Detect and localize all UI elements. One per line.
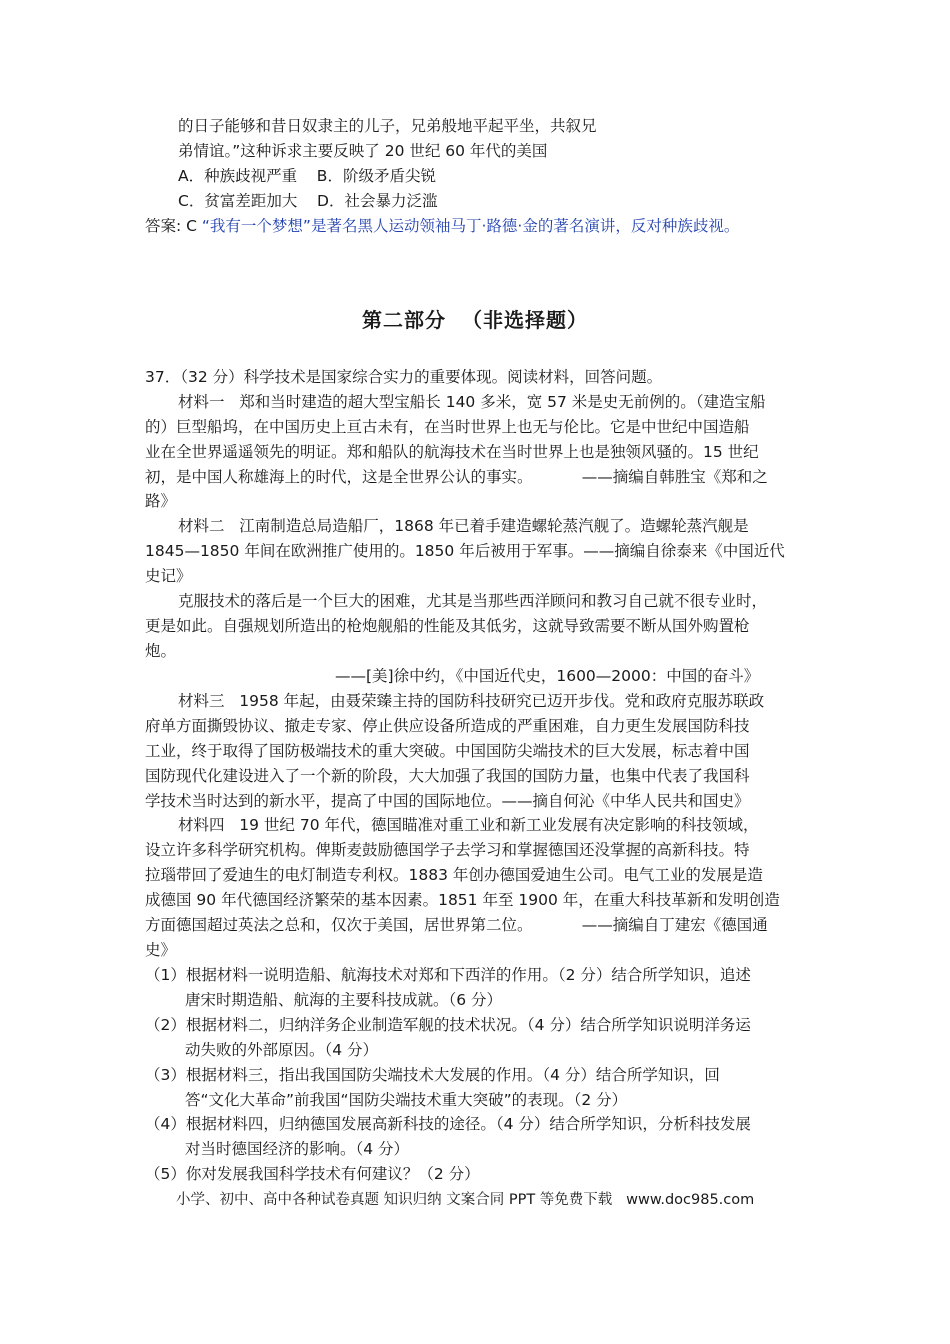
material-4-line: 材料四 19 世纪 70 年代，德国瞄准对重工业和新工业发展有决定影响的科技领域，: [178, 816, 759, 834]
material-4-line: 史》: [145, 941, 177, 959]
material-3-line: 学技术当时达到的新水平，提高了中国的国际地位。——摘自何沁《中华人民共和国史》: [145, 792, 750, 810]
sub-question-2: （2）根据材料二，归纳洋务企业制造军舰的技术状况。（4 分）结合所学知识说明洋务运: [145, 1016, 751, 1034]
q36-stem-line-1: 的日子能够和昔日奴隶主的儿子，兄弟般地平起平坐，共叙兄: [178, 117, 597, 135]
sub-question-1: （1）根据材料一说明造船、航海技术对郑和下西洋的作用。（2 分）结合所学知识，追述: [145, 966, 751, 984]
answer-explanation: “我有一个梦想”是著名黑人运动领袖马丁·路德·金的著名演讲，反对种族歧视。: [201, 217, 740, 235]
sub-question-5: （5）你对发展我国科学技术有何建议？（2 分）: [145, 1165, 480, 1183]
sub-question-3-cont: 答“文化大革命”前我国“国防尖端技术重大突破”的表现。（2 分）: [185, 1091, 628, 1109]
material-3-line: 材料三 1958 年起，由聂荣臻主持的国防科技研究已迈开步伐。党和政府克服苏联政: [178, 692, 765, 710]
sub-question-3: （3）根据材料三，指出我国国防尖端技术大发展的作用。（4 分）结合所学知识，回: [145, 1066, 720, 1084]
material-1-line: 的）巨型船坞，在中国历史上亘古未有，在当时世界上也无与伦比。它是中世纪中国造船: [145, 418, 750, 436]
material-2b-line: 克服技术的落后是一个巨大的困难，尤其是当那些西洋顾问和教习自己就不很专业时，: [178, 592, 768, 610]
material-4-line: 拉瑙带回了爱迪生的电灯制造专利权。1883 年创办德国爱迪生公司。电气工业的发展是造: [145, 866, 763, 884]
q36-options-row-2: C．贫富差距加大 D．社会暴力泛滥: [178, 192, 438, 210]
q36-stem-line-2: 弟情谊。”这种诉求主要反映了 20 世纪 60 年代的美国: [178, 142, 548, 160]
material-1-line: 材料一 郑和当时建造的超大型宝船长 140 多米，宽 57 米是史无前例的。（建造宝船: [178, 393, 766, 411]
material-3-line: 国防现代化建设进入了一个新的阶段，大大加强了我国的国防力量，也集中代表了我国科: [145, 767, 750, 785]
material-2b-line: 更是如此。自强规划所造出的枪炮舰船的性能及其低劣，这就导致需要不断从国外购置枪: [145, 617, 750, 635]
material-1-line: 初，是中国人称雄海上的时代，这是全世界公认的事实。 ——摘编自韩胜宝《郑和之: [145, 468, 768, 486]
sub-question-4-cont: 对当时德国经济的影响。（4 分）: [185, 1140, 410, 1158]
section-title: 第二部分 （非选择题）: [362, 308, 588, 332]
q36-answer: [145, 216, 739, 236]
material-4-line: 方面德国超过英法之总和，仅次于美国，居世界第二位。 ——摘编自丁建宏《德国通: [145, 916, 768, 934]
sub-question-4: （4）根据材料四，归纳德国发展高新科技的途径。（4 分）结合所学知识，分析科技发展: [145, 1115, 751, 1133]
material-1-line: 业在全世界遥遥领先的明证。郑和船队的航海技术在当时世界上也是独领风骚的。15 世纪: [145, 443, 759, 461]
sub-question-1-cont: 唐宋时期造船、航海的主要科技成就。（6 分）: [185, 991, 503, 1009]
page-footer: 小学、初中、高中各种试卷真题 知识归纳 文案合同 PPT 等免费下载 www.doc985.com: [176, 1192, 755, 1208]
q37-intro: 37．（32 分）科学技术是国家综合实力的重要体现。阅读材料，回答问题。: [145, 368, 663, 386]
q36-options-row-1: A．种族歧视严重 B．阶级矛盾尖锐: [178, 167, 436, 185]
material-2-line: 史记》: [145, 567, 192, 585]
material-1-line: 路》: [145, 492, 177, 510]
material-3-line: 府单方面撕毁协议、撤走专家、停止供应设备所造成的严重困难，自力更生发展国防科技: [145, 717, 750, 735]
material-4-line: 设立许多科学研究机构。俾斯麦鼓励德国学子去学习和掌握德国还没掌握的高新科技。特: [145, 841, 750, 859]
material-2-line: 1845—1850 年间在欧洲推广使用的。1850 年后被用于军事。——摘编自徐泰来《中国近代: [145, 542, 785, 560]
material-4-line: 成德国 90 年代德国经济繁荣的基本因素。1851 年至 1900 年，在重大科技革新和发明创造: [145, 891, 780, 909]
answer-label: 答案: C: [145, 217, 202, 235]
material-2b-source: ——[美]徐中约，《中国近代史，1600—2000：中国的奋斗》: [335, 667, 760, 685]
material-2-line: 材料二 江南制造总局造船厂，1868 年已着手建造螺轮蒸汽舰了。造螺轮蒸汽舰是: [178, 517, 749, 535]
material-2b-line: 炮。: [145, 642, 177, 660]
sub-question-2-cont: 动失败的外部原因。（4 分）: [185, 1041, 379, 1059]
material-3-line: 工业，终于取得了国防极端技术的重大突破。中国国防尖端技术的巨大发展，标志着中国: [145, 742, 750, 760]
